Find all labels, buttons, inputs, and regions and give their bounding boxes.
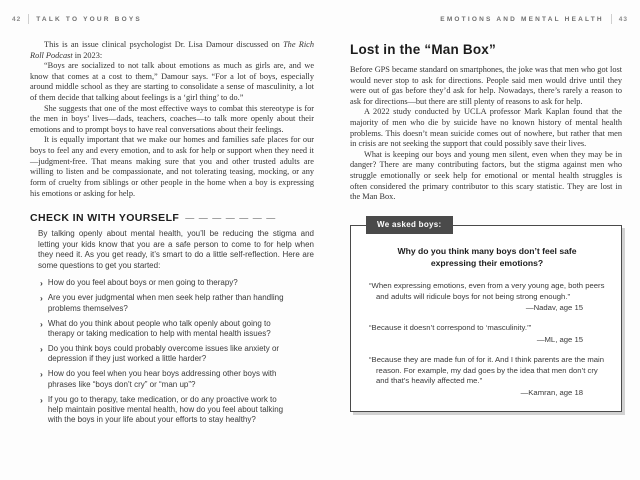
quote-box [350, 225, 622, 412]
box-question: Why do you think many boys don’t feel safe expressing their emotions? [397, 245, 577, 268]
right-page [350, 40, 622, 412]
running-head-right-title: EMOTIONS AND MENTAL HEALTH [440, 15, 604, 23]
podcast-title: The Rich Roll Podcast [30, 40, 314, 60]
running-head-left-title: TALK TO YOUR BOYS [36, 15, 142, 23]
heading-dash-rule: — — — — — — — [185, 213, 277, 224]
paragraph-text: in 2023: [72, 50, 103, 60]
bullet-arrow-icon: › [40, 318, 43, 329]
quote-text: “Because they are made fun of for it. And I think parents are the main reason. For example, my dad goes by the idea that men don’t cry and that’s heavily affected me.” [369, 354, 605, 386]
section-title: Lost in the “Man Box” [350, 42, 496, 57]
left-page [30, 40, 314, 430]
running-head-left [12, 14, 142, 24]
paragraph-ucla-study: A 2022 study conducted by UCLA professor Mark Kaplan found that the majority of men who die by suicide have no known history of mental health problems. This doesn’t mean suicide comes out of nowhere, but rather that men in crisis are not seeking the support that could possibly save their lives. [350, 107, 622, 149]
page-number-right: 43 [618, 15, 628, 23]
bullet-arrow-icon: › [40, 394, 43, 405]
quote-attribution: —ML, age 15 [536, 334, 583, 344]
question-text: Do you think boys could probably overcome issues like anxiety or depression if they just worked a little harder? [47, 344, 280, 364]
quote-item [369, 281, 605, 312]
quote-item [369, 323, 605, 344]
we-asked-boys-section [350, 219, 622, 412]
bullet-arrow-icon: › [40, 344, 43, 355]
bullet-arrow-icon: › [40, 369, 43, 380]
running-head-divider [28, 14, 29, 24]
list-item [40, 278, 314, 289]
question-text: If you go to therapy, take medication, or do any proactive work to help maintain positive mental health, how do you feel about talking with the boys in your life about your efforts to stay healthy? [47, 394, 284, 425]
paragraph-damour-quote: “Boys are socialized to not talk about emotions as much as girls are, and we know that comes at a cost to them,” Damour says. “For a lot of boys, especially around middle school as they are starting to consolidate a sense of masculinity, a lot of them decide that talking about feelings is a ‘girl thing’ to do.” [30, 61, 314, 103]
list-item [40, 344, 314, 365]
bullet-arrow-icon: › [40, 293, 43, 304]
running-head-divider [611, 14, 612, 24]
question-list [30, 278, 314, 425]
running-head-right [440, 14, 628, 24]
question-text: How do you feel when you hear boys addressing other boys with phrases like “boys don’t cry” or “man up”? [47, 369, 277, 389]
check-in-heading: CHECK IN WITH YOURSELF [30, 212, 180, 225]
paragraph-podcast-intro [30, 40, 314, 61]
quote-item [369, 355, 605, 397]
quote-text: “Because it doesn’t correspond to ‘masculinity.’” [369, 323, 532, 333]
check-in-heading-row [30, 212, 314, 224]
check-in-section [30, 212, 314, 426]
check-in-intro: By talking openly about mental health, you’ll be reducing the stigma and letting your kids know that you are a safe person to come to for help when they need it. As you get ready, it’s smart to do a little self-reflection. Here are some questions to get you started: [38, 229, 314, 270]
paragraph-stereotype: She suggests that one of the most effective ways to combat this stereotype is for the men in boys’ lives—dads, teachers, coaches—to talk more openly about their emotions and to prompt boys to have real conversations about their feelings. [30, 103, 314, 134]
list-item [40, 369, 314, 390]
question-text: How do you feel about boys or men going to therapy? [47, 278, 238, 288]
quote-attribution: —Nadav, age 15 [525, 303, 583, 313]
paragraph-text: This is an issue clinical psychologist Dr. Lisa Damour discussed on [44, 40, 284, 49]
quote-attribution: —Kamran, age 18 [520, 387, 583, 397]
we-asked-boys-badge: We asked boys: [366, 216, 453, 234]
quote-text: “When expressing emotions, even from a very young age, both peers and adults will ridicule boys for not being strong enough.” [369, 281, 605, 301]
list-item [40, 395, 314, 426]
list-item [40, 293, 314, 314]
question-text: What do you think about people who talk openly about going to therapy or taking medication to help with mental health issues? [47, 318, 271, 339]
paragraph-gps: Before GPS became standard on smartphones, the joke was that men who got lost would never stop to ask for directions. People said men would drive until they were out of gas before they’d ask for help. Nowadays, there’s rarely a reason to ask for directions—but there are still plenty of reasons to ask for help. [350, 65, 622, 106]
paragraph-man-box: What is keeping our boys and young men silent, even when they may be in danger? There are many contributing factors, but the stigma against men who struggle emotionally or seek help for emotional or mental health struggles is often considered the primary contributor to this scary statistic. They are lost in the Man Box. [350, 149, 622, 202]
question-text: Are you ever judgmental when men seek help rather than handling problems themselves? [47, 293, 284, 313]
page-number-left: 42 [12, 15, 22, 23]
paragraph-safe-places: It is equally important that we make our homes and families safe places for our boys to feel any and every emotion, and to ask for help or support when they need it—judgment-free. That means making sure that you and other trusted adults are willing to listen and be compassionate, and not tolerating teasing, mocking, or any form of cruelty from siblings or other people in the home when a boy is expressing his emotions or asking for help. [30, 135, 314, 198]
list-item [40, 319, 314, 340]
bullet-arrow-icon: › [40, 278, 43, 289]
